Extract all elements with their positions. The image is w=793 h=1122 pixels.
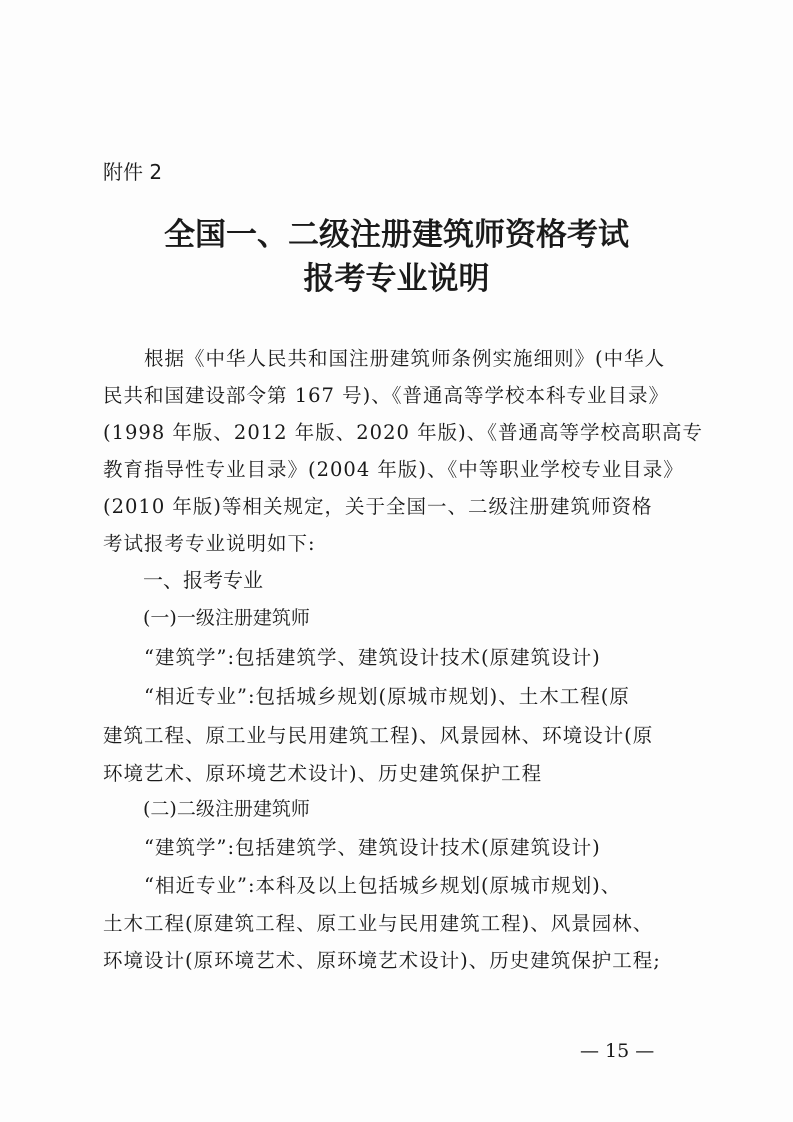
intro-line: 民共和国建设部令第 167 号)、《普通高等学校本科专业目录》: [103, 384, 669, 407]
subsection-heading-grade-2: (二)二级注册建筑师: [143, 798, 310, 820]
subsection-line: 环境艺术、原环境艺术设计)、历史建筑保护工程: [103, 762, 543, 785]
intro-line: 教育指导性专业目录》(2004 年版)、《中等职业学校专业目录》: [103, 458, 684, 481]
intro-line: (1998 年版、2012 年版、2020 年版)、《普通高等学校高职高专: [103, 421, 703, 444]
intro-line: 根据《中华人民共和国注册建筑师条例实施细则》(中华人: [103, 347, 666, 370]
intro-line: (2010 年版)等相关规定，关于全国一、二级注册建筑师资格: [103, 495, 653, 518]
subsection-heading-grade-1: (一)一级注册建筑师: [143, 607, 310, 629]
subsection-line: 环境设计(原环境艺术、原环境艺术设计)、历史建筑保护工程;: [103, 949, 661, 972]
intro-line: 考试报考专业说明如下:: [103, 532, 316, 555]
document-title-line-1: 全国一、二级注册建筑师资格考试: [164, 217, 629, 253]
subsection-line: “相近专业”:本科及以上包括城乡规划(原城市规划)、: [103, 874, 622, 897]
subsection-line: “建筑学”:包括建筑学、建筑设计技术(原建筑设计): [103, 836, 601, 859]
subsection-line: 建筑工程、原工业与民用建筑工程)、风景园林、环境设计(原: [103, 724, 654, 747]
document-title-line-2: 报考专业说明: [303, 261, 490, 297]
section-heading-professions: 一、报考专业: [143, 568, 263, 592]
page-number: — 15 —: [580, 1040, 655, 1062]
subsection-line: “相近专业”:包括城乡规划(原城市规划)、土木工程(原: [103, 685, 630, 708]
subsection-line: “建筑学”:包括建筑学、建筑设计技术(原建筑设计): [103, 646, 601, 669]
subsection-line: 土木工程(原建筑工程、原工业与民用建筑工程)、风景园林、: [103, 912, 654, 935]
attachment-label: 附件 2: [103, 160, 163, 184]
